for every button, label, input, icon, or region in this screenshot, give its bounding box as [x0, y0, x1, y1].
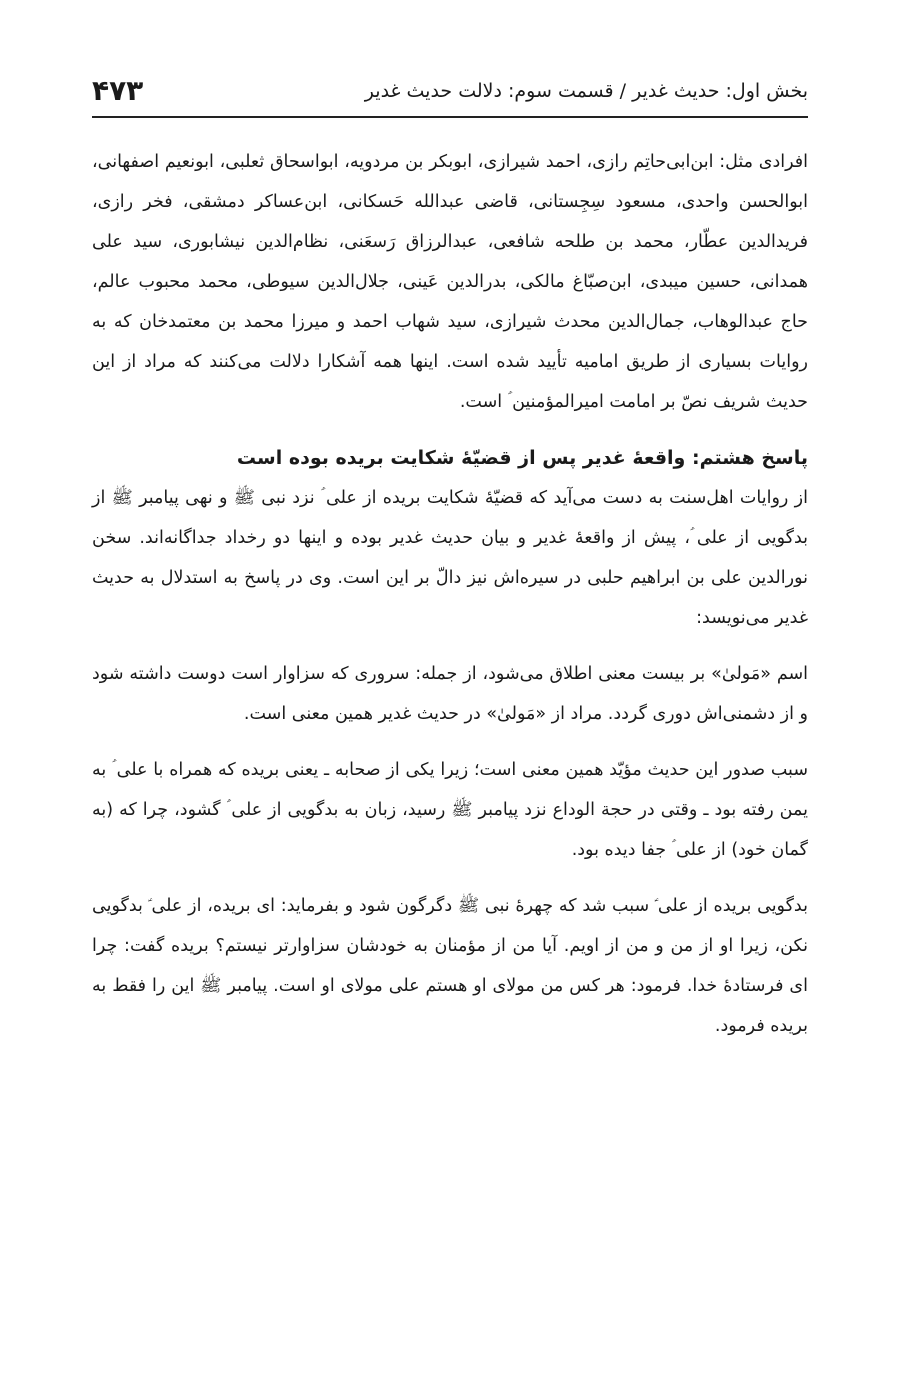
paragraph-spacer: [92, 870, 808, 886]
page-content: [92, 142, 808, 1046]
paragraph-intro: از روایات اهل‌سنت به دست می‌آید که قضیّهٔ شکایت بریده از علی ؑ نزد نبی ﷺ و نهی پیامبر ﷺ از بدگویی از علی ؑ، پیش از واقعهٔ غدیر و بیان حدیث غدیر بوده و اینها دو رخداد جداگانه‌اند. سخن نورالدین علی بن ابراهیم حلبی در سیره‌اش نیز دالّ بر این است. وی در پاسخ به استدلال به حدیث غدیر می‌نویسد:: [92, 488, 808, 628]
quote-paragraph-2: سبب صدور این حدیث مؤیّد همین معنی است؛ زیرا یکی از صحابه ـ یعنی بریده که همراه با علی ؑ به یمن رفته بود ـ وقتی در حجة الوداع نزد پیامبر ﷺ رسید، زبان به بدگویی از علی ؑ گشود، چرا که (به گمان خود) از علی ؑ جفا دیده بود.: [92, 760, 808, 860]
header-title: بخش اول: حدیث غدیر / قسمت سوم: دلالت حدیث غدیر: [364, 80, 808, 102]
paragraph-spacer: [92, 638, 808, 654]
running-header: [92, 66, 808, 118]
paragraph-spacer: [92, 734, 808, 750]
paragraph-spacer: [92, 422, 808, 438]
section-heading: پاسخ هشتم: واقعهٔ غدیر پس از قضیّهٔ شکایت بریده بوده است: [236, 447, 808, 469]
quote-paragraph-3: بدگویی بریده از علی ؑ سبب شد که چهرهٔ نبی ﷺ دگرگون شود و بفرماید: ای بریده، از علی ؑ بدگویی نکن، زیرا او از من و من از اویم. آیا من از مؤمنان به خودشان سزاوارتر نیستم؟ بریده گفت: چرا ای فرستادهٔ خدا. فرمود: هر کس من مولای او هستم علی مولای او است. پیامبر ﷺ این را فقط به بریده فرمود.: [92, 896, 808, 1036]
quote-paragraph-1: اسم «مَولیٰ» بر بیست معنی اطلاق می‌شود، از جمله: سروری که سزاوار است دوست داشته شود و از دشمنی‌اش دوری گردد. مراد از «مَولیٰ» در حدیث غدیر همین معنی است.: [92, 664, 808, 724]
paragraph-scholars-list: افرادی مثل: ابن‌ابی‌حاتِم رازی، احمد شیرازی، ابوبکر بن مردویه، ابواسحاق ثعلبی، ابونعیم اصفهانی، ابوالحسن واحدی، مسعود سِجِستانی، قاضی عبدالله حَسکانی، ابن‌عساکر دمشقی، فخر رازی، فریدالدین عطّار، محمد بن طلحه شافعی، عبدالرزاق رَسعَنی، نظام‌الدین نیشابوری، سید علی همدانی، حسین میبدی، ابن‌صبّاغ مالکی، بدرالدین عَینی، جلال‌الدین سیوطی، محمد محبوب عالم، حاج عبدالوهاب، جمال‌الدین محدث شیرازی، سید شهاب احمد و میرزا محمد بن معتمدخان که به روایات بسیاری از طریق امامیه تأیید شده است. اینها همه آشکارا دلالت می‌کنند که مراد از این حدیث شریف نصّ بر امامت امیرالمؤمنین ؑ است.: [92, 152, 808, 412]
page-number: ۴۷۳: [92, 74, 144, 107]
